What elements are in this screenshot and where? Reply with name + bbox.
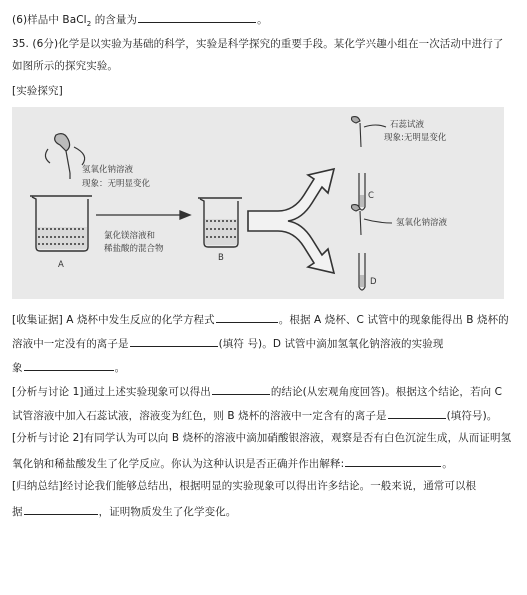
- period: 。: [114, 362, 126, 374]
- question-35-intro-2: 如图所示的探究实验。: [12, 60, 118, 72]
- label-a: A: [58, 260, 64, 270]
- arrow-a-to-b-icon: [96, 211, 190, 219]
- discussion-1-line-1: [12, 383, 502, 399]
- dropper-d-icon: [352, 205, 393, 236]
- discussion-1-text-4: (填符号)。: [446, 410, 498, 422]
- naoh-solution-label: 氢氧化钠溶液: [82, 165, 134, 175]
- test-tube-c-icon: [359, 173, 365, 210]
- discussion-2-line-2: [12, 455, 453, 471]
- discussion-1-text-2: 的结论(从宏观角度回答)。根据这个结论，若向 C: [270, 386, 503, 398]
- discussion-2-line-1: [分析与讨论 2]有同学认为可以向 B 烧杯的溶液中滴加硝酸银溶液，观察是否有白色沉淀生成，从而证明氢: [12, 432, 512, 444]
- beaker-a-icon: [30, 196, 92, 251]
- summary-text-2: ，证明物质发生了化学变化。: [98, 506, 237, 518]
- dropper-a-icon: [45, 134, 84, 179]
- conclusion-blank[interactable]: [212, 383, 270, 395]
- evidence-line-1: [12, 311, 509, 327]
- litmus-label: 石蕊试液: [390, 120, 425, 130]
- discussion-2-text: 氧化钠和稀盐酸发生了化学反应。你认为这种认识是否正确并作出解释:: [12, 458, 345, 470]
- answer-blank[interactable]: [138, 11, 256, 23]
- evidence-text-3: 溶液中一定没有的离子是: [12, 338, 129, 350]
- discussion-1-line-2: [12, 407, 497, 423]
- section-heading-experiment: [实验探究]: [12, 85, 63, 97]
- question-6-text: (6)样品中 BaCl: [12, 14, 87, 26]
- discussion-1-text-1: [分析与讨论 1]通过上述实验现象可以得出: [12, 386, 211, 398]
- naoh-right-label: 氢氧化钠溶液: [396, 218, 448, 228]
- test-tube-d-icon: [359, 253, 365, 290]
- evidence-text-5: 象: [12, 362, 23, 374]
- question-6-text-2: 的含量为: [91, 14, 138, 26]
- no-change-observation-label: 现象：无明显变化: [82, 179, 151, 189]
- equation-blank[interactable]: [216, 311, 278, 323]
- experiment-figure: [12, 107, 504, 299]
- question-6-line: [12, 11, 268, 31]
- question-35-intro: 35. (6分)化学是以实验为基础的科学，实验是科学探究的重要手段。某化学兴趣小组在一次活动中进行了: [12, 38, 504, 50]
- period: 。: [442, 458, 453, 470]
- evidence-text-2: 。根据 A 烧杯、C 试管中的现象能得出 B 烧杯的: [278, 314, 509, 326]
- litmus-observation-label: 现象:无明显变化: [384, 133, 447, 143]
- summary-text-1: 据: [12, 506, 23, 518]
- split-arrow-icon: [248, 169, 334, 273]
- summary-line-2: [12, 503, 236, 519]
- label-b: B: [218, 253, 224, 263]
- label-c: C: [368, 191, 374, 201]
- ion-present-blank[interactable]: [388, 407, 446, 419]
- summary-line-1: [归纳总结]经讨论我们能够总结出，根据明显的实验现象可以得出许多结论。一般来说，通常可以根: [12, 480, 477, 492]
- ion-blank[interactable]: [130, 335, 218, 347]
- summary-blank[interactable]: [24, 503, 98, 515]
- dropper-c-icon: [352, 117, 387, 148]
- subscript-2: 2: [86, 20, 92, 29]
- evidence-line-2: [12, 335, 443, 351]
- evidence-text-4: (填符 号)。D 试管中滴加氢氧化钠溶液的实验现: [218, 338, 444, 350]
- discussion-1-text-3: 试管溶液中加入石蕊试液，溶液变为红色，则 B 烧杯的溶液中一定含有的离子是: [12, 410, 387, 422]
- mixture-label-line-1: 氯化镁溶液和: [104, 231, 156, 241]
- evidence-text-1: [收集证据] A 烧杯中发生反应的化学方程式: [12, 314, 215, 326]
- explanation-blank[interactable]: [345, 455, 441, 467]
- label-d: D: [370, 277, 377, 287]
- evidence-line-3: [12, 359, 125, 375]
- phenomenon-blank[interactable]: [24, 359, 114, 371]
- beaker-b-icon: [198, 198, 242, 247]
- mixture-label-line-2: 稀盐酸的混合物: [104, 244, 164, 254]
- period: 。: [257, 14, 268, 26]
